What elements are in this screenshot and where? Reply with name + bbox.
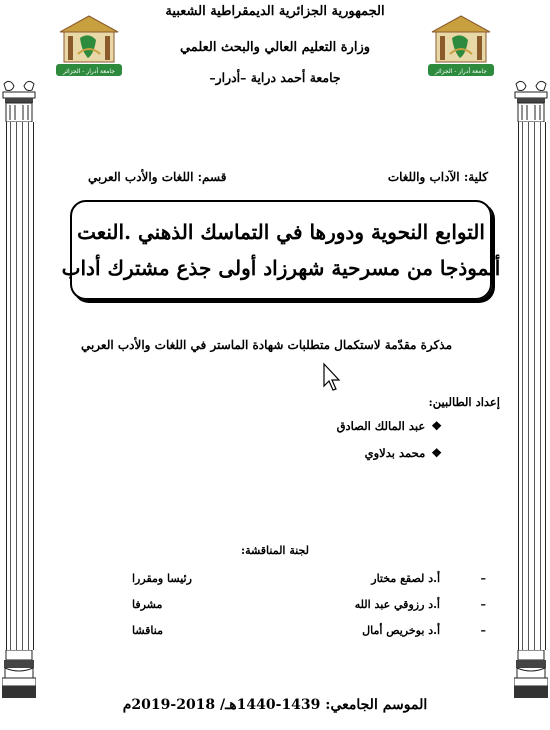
member-dash: – xyxy=(480,624,486,637)
committee-label: لجنة المناقشة: xyxy=(241,544,309,557)
column-base-right xyxy=(514,650,548,698)
member-role: مشرفا xyxy=(132,598,163,611)
student-name: محمد بدلاوي xyxy=(364,446,426,460)
committee-member-row xyxy=(0,624,550,644)
thesis-subtitle: مذكرة مقدّمة لاستكمال متطلبات شهادة الماستر في اللغات والأدب العربي xyxy=(80,338,452,352)
mouse-cursor-icon xyxy=(322,362,342,392)
ministry-name: وزارة التعليم العالي والبحث العلمي xyxy=(179,40,371,55)
svg-text:جامعة أدرار - الجزائر: جامعة أدرار - الجزائر xyxy=(63,68,115,75)
committee-member-row xyxy=(0,572,550,592)
student-item xyxy=(337,419,442,433)
column-shaft-right xyxy=(518,122,546,650)
column-base-left xyxy=(2,650,36,698)
faculty-label: كلية: الآداب واللغات xyxy=(387,170,488,184)
thesis-title-line-1: التوابع النحوية ودورها في التماسك الذهني .النعت xyxy=(77,220,485,244)
member-name: أ.د بوخريص أمال xyxy=(362,624,440,637)
member-name: أ.د رزوقي عبد الله xyxy=(354,598,440,611)
department-label: قسم: اللغات والأدب العربي xyxy=(88,170,227,184)
member-dash: – xyxy=(480,598,486,611)
member-role: رئيسا ومقررا xyxy=(132,572,192,585)
diamond-bullet-icon: ❖ xyxy=(431,446,442,460)
student-name: عبد المالك الصادق xyxy=(336,419,426,433)
university-name: جامعة أحمد دراية –أدرار– xyxy=(209,70,341,85)
member-role: مناقشا xyxy=(132,624,163,637)
committee-member-row xyxy=(0,598,550,618)
academic-year: الموسم الجامعي: 1439-1440هـ/ 2018-2019م xyxy=(122,697,428,713)
diamond-bullet-icon: ❖ xyxy=(431,419,442,433)
republic-name: الجمهورية الجزائرية الديمقراطية الشعبية xyxy=(165,4,385,19)
member-name: أ.د لصقع مختار xyxy=(371,572,440,585)
svg-text:جامعة أدرار - الجزائر: جامعة أدرار - الجزائر xyxy=(435,68,487,75)
thesis-title-line-2: أنموذجا من مسرحية شهرزاد أولى جذع مشترك أداب xyxy=(61,256,501,280)
column-shaft-left xyxy=(6,122,34,650)
thesis-title-box xyxy=(61,200,501,300)
preparers-label: إعداد الطالبين: xyxy=(428,395,500,409)
student-item xyxy=(365,446,442,460)
member-dash: – xyxy=(480,572,486,585)
